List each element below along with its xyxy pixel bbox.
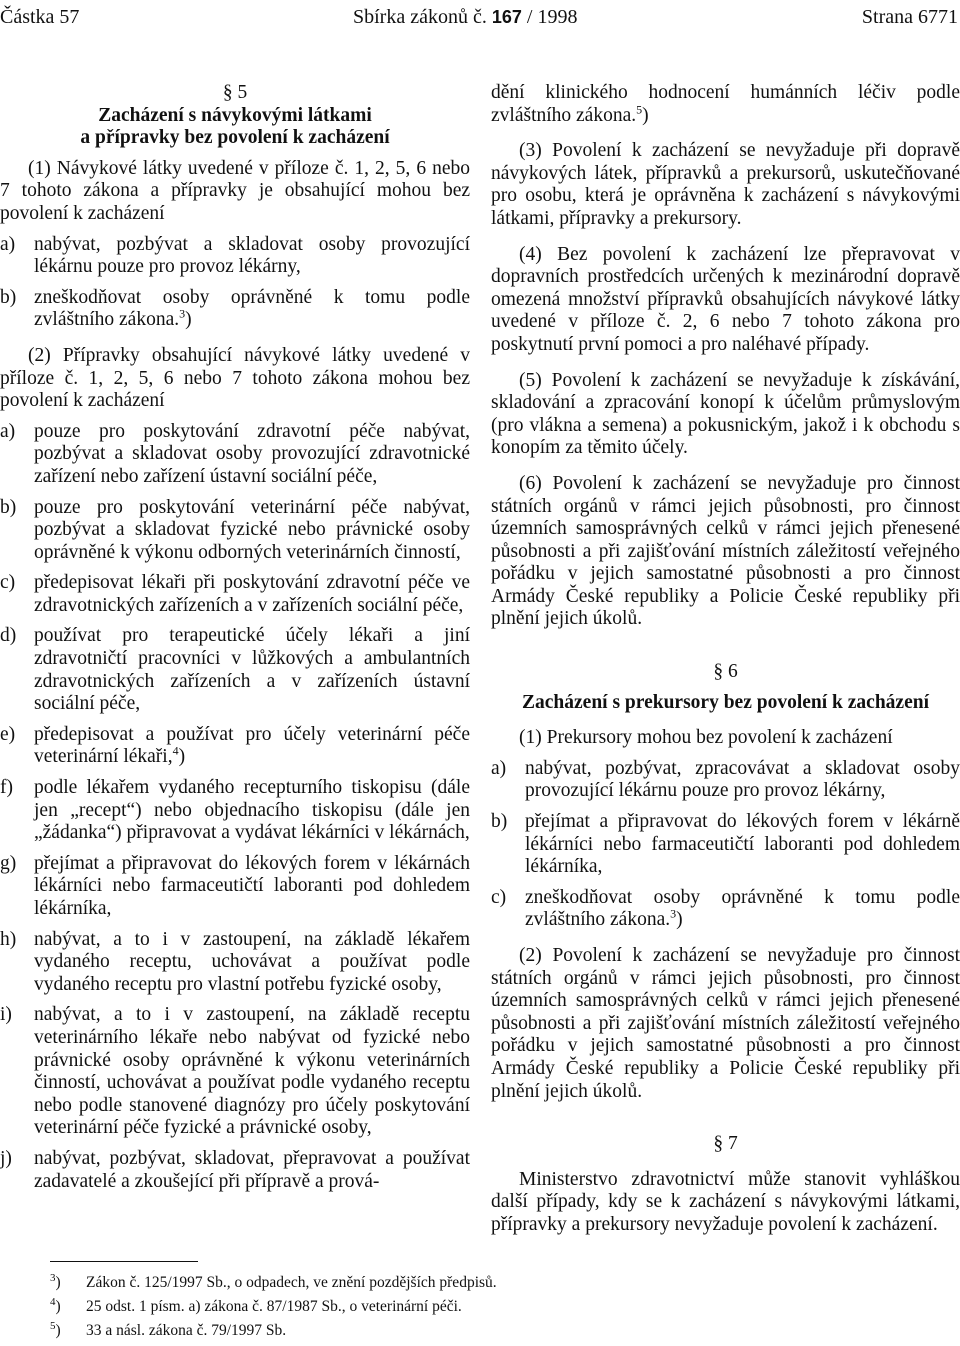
list-item: c) předepisovat lékaři při poskytování zdravotní péče ve zdravotnických zařízeních a v zařízeních sociální péče, xyxy=(0,572,470,616)
section-6-paragraph-2: (2) Povolení k zacházení se nevyžaduje pro činnost státních orgánů v rámci jejich působnosti, pro činnost územních samosprávných celků v rámci jejich přenesené působnosti a při zajišťování místních záležitostí veřejného pořádku v jejich samostatné působnosti a pro činnost Armády České republiky a Policie České republiky při plnění jejich úkolů. xyxy=(491,945,960,1102)
list-item: i) nabývat, a to i v zastoupení, na základě receptu veterinárního lékaře nebo nabývat od fyzické nebo právnické osoby oprávněné k výkonu veterinárních činností, uchovávat a používat podle vydaného receptu nebo podle stanovené diagnózy pro účely poskytování veterinární péče fyzické a právnické osoby, xyxy=(0,1004,470,1139)
footnote: $^4$) 25 odst. 1 písm. a) zákona č. 87/1987 Sb., o veterinární péči. xyxy=(50,1295,462,1315)
paragraph-4: (4) Bez povolení k zacházení lze přepravovat v dopravních prostředcích určených k mezinárodní dopravě omezená množství přípravků obsahujících návykové látky uvedené v příloze č. 2, 6 nebo 7 tohoto zákona pro poskytnutí první pomoci a pro naléhavé případy. xyxy=(491,243,960,355)
continued-text: dění klinického hodnocení humánních léčiv podle zvláštního zákona.$^5$) xyxy=(491,82,960,126)
paragraph-1: (1) Návykové látky uvedené v příloze č. 1, 2, 5, 6 nebo 7 tohoto zákona a přípravky je obsahující mohou bez povolení k zacházení xyxy=(0,157,470,224)
list-item: a) nabývat, pozbývat a skladovat osoby provozující lékárnu pouze pro provoz lékárny, xyxy=(0,233,470,278)
footnote-divider xyxy=(50,1261,198,1262)
left-column xyxy=(0,82,470,1193)
list-item: a) pouze pro poskytování zdravotní péče nabývat, pozbývat a skladovat osoby provozující zdravotnické zařízení nebo zařízení ústavní sociální péče, xyxy=(0,420,470,487)
list-item: b) přejímat a připravovat do lékových forem v lékárně lékárníci nebo farmaceutičtí laboranti pod dohledem lékárníka, xyxy=(491,811,960,878)
footnotes xyxy=(50,1271,750,1343)
paragraph-3: (3) Povolení k zacházení se nevyžaduje při dopravě návykových látek, přípravků a prekursorů, uskutečňované pro osobu, která je oprávněna k zacházení s návykovými látkami, přípravky a prekursory. xyxy=(491,140,960,229)
right-column xyxy=(491,82,960,1237)
section-7-paragraph: Ministerstvo zdravotnictví může stanovit vyhláškou další případy, kdy se k zacházení s návykovými látkami, přípravky a prekursory nevyžaduje povolení k zacházení. xyxy=(491,1168,960,1235)
list-item: j) nabývat, pozbývat, skladovat, přepravovat a používat zadavatelé a zkoušející při přípravě a prová- xyxy=(0,1147,470,1192)
list-item: g) přejímat a připravovat do lékových forem v lékárnách lékárníci nebo farmaceutičtí laboranti pod dohledem lékárníka, xyxy=(0,852,470,919)
page-number: Strana 6771 xyxy=(861,6,958,28)
list-item: b) zneškodňovat osoby oprávněné k tomu podle zvláštního zákona.$^3$) xyxy=(0,286,470,331)
list-item: c) zneškodňovat osoby oprávněné k tomu podle zvláštního zákona.$^3$) xyxy=(491,886,960,931)
section-6-number: § 6 xyxy=(713,661,738,683)
footnote-ref[interactable]: 5 xyxy=(636,102,643,117)
footnote: $^5$) 33 a násl. zákona č. 79/1997 Sb. xyxy=(50,1319,287,1339)
paragraph-2: (2) Přípravky obsahující návykové látky uvedené v příloze č. 1, 2, 5, 6 nebo 7 tohoto zákona mohou bez povolení k zacházení xyxy=(0,344,470,412)
list-item: d) používat pro terapeutické účely lékaři a jiní zdravotničtí pracovníci v lůžkových a ambulantních zdravotnických zařízeních a v zařízeních ústavní sociální péče, xyxy=(0,625,470,715)
list-item: h) nabývat, a to i v zastoupení, na základě lékařem vydaného receptu, uchovávat a používat podle vydaného receptu pro vlastní potřebu fyzické osoby, xyxy=(0,928,470,995)
section-6-paragraph-1: (1) Prekursory mohou bez povolení k zacházení xyxy=(519,727,893,749)
list-item: f) podle lékařem vydaného recepturního tiskopisu (dále jen „recept“) nebo objednacího tiskopisu (dále jen „žádanka“) připravovat a vydávat lékárníci v lékárnách, xyxy=(0,777,470,844)
section-5-title-line-1: Zacházení s návykovými látkami xyxy=(98,104,372,126)
section-5-title-line-2: a přípravky bez povolení k zacházení xyxy=(80,127,390,149)
section-7-number: § 7 xyxy=(713,1133,738,1155)
page-header xyxy=(0,6,960,32)
paragraph-5: (5) Povolení k zacházení se nevyžaduje k získávání, skladování a zpracování konopí k účelům průmyslovým (pro vlákna a semena) a pokusnickým, jakož i k obchodu s konopím za těmito účely. xyxy=(491,369,960,459)
collection-title: Sbírka zákonů č. 167 / 1998 xyxy=(353,6,578,28)
issue-number: Částka 57 xyxy=(0,6,80,28)
footnote: $^3$) Zákon č. 125/1997 Sb., o odpadech, ve znění pozdějších předpisů. xyxy=(50,1271,497,1291)
footnote-ref[interactable]: 4 xyxy=(172,743,179,758)
list-item: b) pouze pro poskytování veterinární péče nabývat, pozbývat a skladovat fyzické nebo právnické osoby oprávněné k výkonu odborných veterinárních činností, xyxy=(0,496,470,563)
section-6-title: Zacházení s prekursory bez povolení k zacházení xyxy=(522,691,929,713)
list-item: a) nabývat, pozbývat, zpracovávat a skladovat osoby provozující lékárnu pouze pro provoz lékárny, xyxy=(491,757,960,802)
footnote-ref[interactable]: 3 xyxy=(179,306,186,321)
footnote-ref[interactable]: 3 xyxy=(670,906,677,921)
list-item: e) předepisovat a používat pro účely veterinární péče veterinární lékaři,$^4$) xyxy=(0,723,470,768)
collection-number: 167 xyxy=(491,7,522,27)
section-5-number: § 5 xyxy=(222,82,248,103)
paragraph-6: (6) Povolení k zacházení se nevyžaduje pro činnost státních orgánů v rámci jejich působnosti, pro činnost územních samosprávných celků v rámci jejich přenesené působnosti a při zajišťování místních záležitostí veřejného pořádku v jejich samostatné působnosti a pro činnost Armády České republiky a Policie České republiky při plnění jejich úkolů. xyxy=(491,472,960,630)
